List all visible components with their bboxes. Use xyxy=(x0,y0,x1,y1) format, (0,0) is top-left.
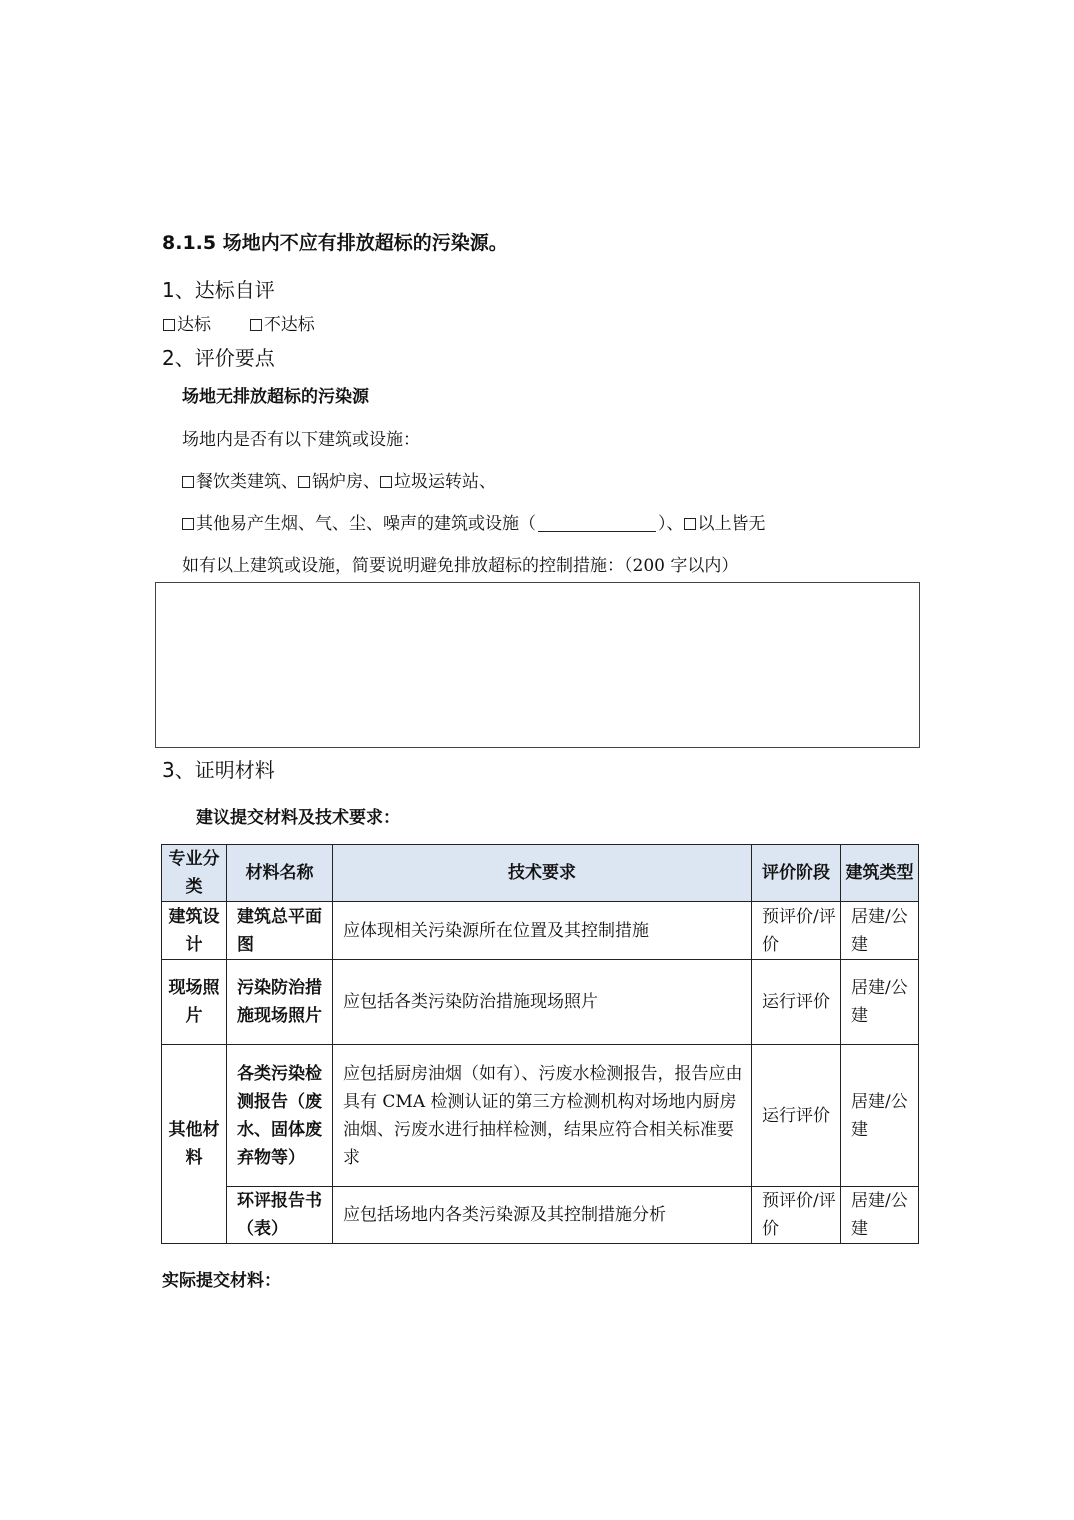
option-noncompliant[interactable]: 不达标 xyxy=(250,315,315,335)
table-header-row xyxy=(162,845,919,902)
cell-category: 现场照片 xyxy=(162,960,227,1045)
cell-stage: 运行评价 xyxy=(752,960,841,1045)
header-material: 材料名称 xyxy=(227,845,333,902)
option-other[interactable]: 其他易产生烟、气、尘、噪声的建筑或设施（ xyxy=(182,514,536,534)
header-category: 专业分类 xyxy=(162,845,227,902)
cell-building-type: 居建/公建 xyxy=(841,1187,919,1244)
materials-table xyxy=(161,844,919,1244)
cell-category: 建筑设计 xyxy=(162,902,227,960)
cell-building-type: 居建/公建 xyxy=(841,902,919,960)
table-row xyxy=(162,1187,919,1244)
facility-question: 场地内是否有以下建筑或设施： xyxy=(182,430,420,450)
evidence-intro: 建议提交材料及技术要求： xyxy=(196,808,400,828)
cell-material: 建筑总平面图 xyxy=(227,902,333,960)
self-eval-options xyxy=(163,310,315,335)
header-requirement: 技术要求 xyxy=(333,845,752,902)
key-points-subtitle: 场地无排放超标的污染源 xyxy=(182,387,369,407)
cell-requirement: 应包括各类污染防治措施现场照片 xyxy=(333,960,752,1045)
cell-requirement: 应包括厨房油烟（如有）、污废水检测报告，报告应由具有 CMA 检测认证的第三方检测机构对场地内厨房油烟、污废水进行抽样检测，结果应符合相关标准要求 xyxy=(333,1045,752,1187)
cell-stage: 预评价/评价 xyxy=(752,1187,841,1244)
control-measures-textbox[interactable] xyxy=(155,582,920,748)
table-row xyxy=(162,960,919,1045)
table-row xyxy=(162,902,919,960)
checkbox-icon[interactable] xyxy=(182,476,194,488)
cell-requirement: 应体现相关污染源所在位置及其控制措施 xyxy=(333,902,752,960)
checkbox-icon[interactable] xyxy=(380,476,392,488)
checkbox-icon[interactable] xyxy=(298,476,310,488)
checkbox-icon[interactable] xyxy=(250,319,262,331)
option-compliant[interactable]: 达标 xyxy=(163,315,211,335)
checkbox-icon[interactable] xyxy=(684,518,696,530)
actual-materials-label: 实际提交材料： xyxy=(162,1271,281,1291)
option-catering[interactable]: 餐饮类建筑、 xyxy=(182,472,298,492)
other-facility-input[interactable] xyxy=(538,515,656,532)
section-title: 8.1.5 场地内不应有排放超标的污染源。 xyxy=(162,232,508,254)
checkbox-icon[interactable] xyxy=(163,319,175,331)
self-eval-heading: 1、达标自评 xyxy=(162,278,275,302)
facility-options-line1 xyxy=(182,467,496,492)
cell-material: 各类污染检测报告（废水、固体废弃物等） xyxy=(227,1045,333,1187)
cell-category: 其他材料 xyxy=(162,1045,227,1244)
option-boiler[interactable]: 锅炉房、 xyxy=(298,472,380,492)
cell-stage: 预评价/评价 xyxy=(752,902,841,960)
control-measures-note: 如有以上建筑或设施，简要说明避免排放超标的控制措施：（200 字以内） xyxy=(182,556,739,576)
option-none[interactable]: 以上皆无 xyxy=(684,514,766,534)
cell-requirement: 应包括场地内各类污染源及其控制措施分析 xyxy=(333,1187,752,1244)
evidence-heading: 3、证明材料 xyxy=(162,758,275,782)
header-stage: 评价阶段 xyxy=(752,845,841,902)
option-garbage[interactable]: 垃圾运转站、 xyxy=(380,472,496,492)
key-points-heading: 2、评价要点 xyxy=(162,346,275,370)
cell-stage: 运行评价 xyxy=(752,1045,841,1187)
checkbox-icon[interactable] xyxy=(182,518,194,530)
cell-building-type: 居建/公建 xyxy=(841,1045,919,1187)
cell-building-type: 居建/公建 xyxy=(841,960,919,1045)
table-row xyxy=(162,1045,919,1187)
facility-options-line2: 其他易产生烟、气、尘、噪声的建筑或设施（ ）、 以上皆无 xyxy=(182,509,766,534)
header-building-type: 建筑类型 xyxy=(841,845,919,902)
cell-material: 污染防治措施现场照片 xyxy=(227,960,333,1045)
cell-material: 环评报告书（表） xyxy=(227,1187,333,1244)
